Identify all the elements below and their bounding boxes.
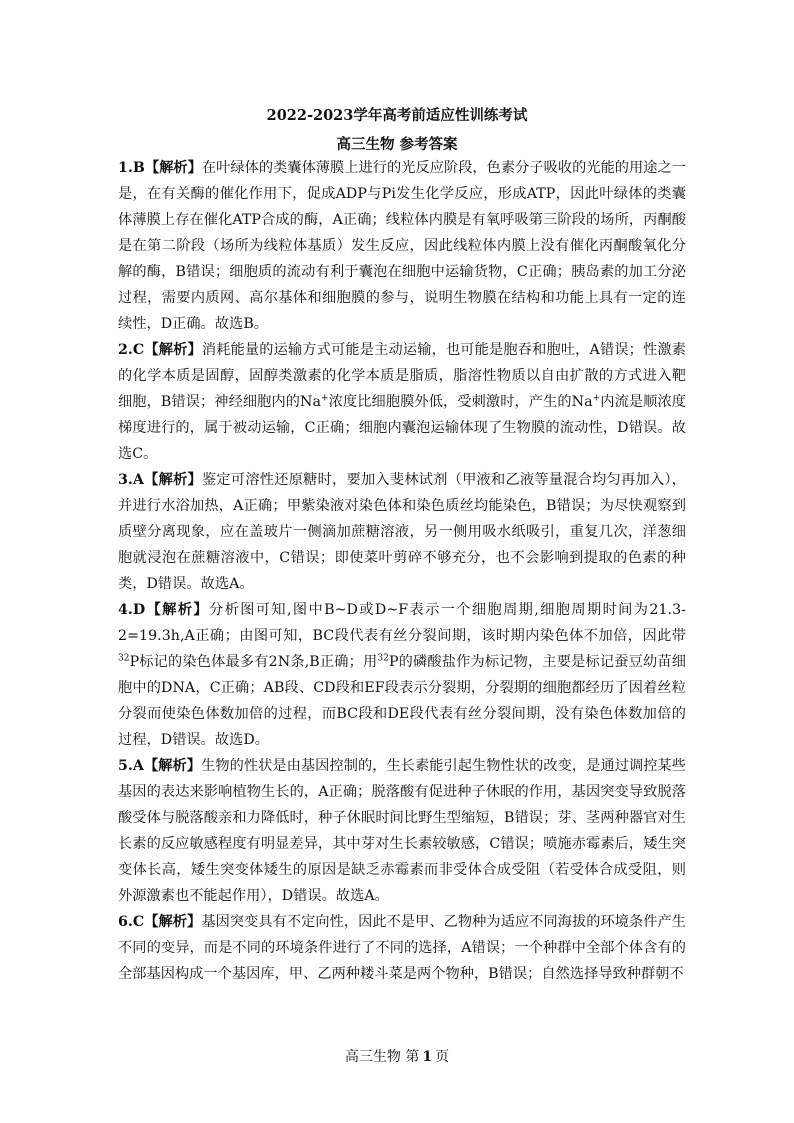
analysis-label: 【解析】 — [143, 758, 202, 774]
answer-text: 在叶绿体的类囊体薄膜上进行的光反应阶段，色素分子吸收的光能的用途之一是，在有关酶的催化作用下，促成ADP与Pi发生化学反应，形成ATP，因此叶绿体的类囊体薄膜上存在催化ATP合成的酶，A正确；线粒体内膜是有氧呼吸第三阶段的场所，丙酮酸是在第二阶段（场所为线粒体基质）发生反应，因此线粒体内膜上没有催化丙酮酸氧化分解的酶，B错误；细胞质的流动有利于囊泡在细胞中运输货物，C正确；胰岛素的加工分泌过程，需要内质网、高尔基体和细胞膜的参与，说明生物膜在结构和功能上具有一定的连续性，D正确。故选B。 — [118, 160, 686, 332]
answer-item-2 — [118, 337, 686, 467]
analysis-label: 【解析】 — [144, 342, 202, 358]
answer-text: 分析图可知,图中B~D或D~F表示一个细胞周期,细胞周期时间为21.3-2=19.3h,A正确；由图可知，BC段代表有丝分裂间期，该时期内染色体不加倍，因此带 — [118, 602, 687, 644]
answer-text: 内流是顺浓度梯度进行的，属于被动运输，C正确；细胞内囊泡运输体现了生物膜的流动性，D错误。故选C。 — [118, 394, 686, 462]
answer-text: 浓度比细胞膜外低，受刺激时，产生的Na — [328, 394, 593, 410]
answer-text: 消耗能量的运输方式可能是主动运输，也可能是胞吞和胞吐，A错误；性激素的化学本质是固醇，固醇类激素的化学本质是脂质，脂溶性物质以自由扩散的方式进入靶细胞，B错误；神经细胞内的Na — [118, 342, 686, 410]
answer-number: 2.C — [118, 342, 145, 358]
answer-text: P标记的染色体最多有2N条,B正确；用 — [129, 654, 378, 670]
analysis-label: 【解析】 — [144, 914, 202, 930]
superscript: + — [321, 393, 329, 404]
superscript: 32 — [377, 653, 389, 664]
answer-number: 6.C — [118, 914, 145, 930]
analysis-label: 【解析】 — [144, 160, 202, 176]
footer-suffix: 页 — [435, 1049, 450, 1065]
superscript: 32 — [118, 653, 130, 664]
superscript: + — [592, 393, 601, 404]
answer-text: 基因突变具有不定向性，因此不是甲、乙物种为适应不同海拔的环境条件产生不同的变异，而是不同的环境条件进行了不同的选择，A错误；一个种群中全部个体含有的全部基因构成一个基因库，甲、乙两种耧斗菜是两个物种，B错误；自然选择导致种群朝不 — [118, 914, 687, 982]
answer-item-3 — [118, 467, 686, 597]
answer-number: 4.D — [118, 602, 146, 618]
analysis-label: 【解析】 — [145, 602, 210, 618]
answer-item-1 — [118, 155, 686, 337]
analysis-label: 【解析】 — [143, 472, 202, 488]
answer-text: 鉴定可溶性还原糖时，要加入斐林试剂（甲液和乙液等量混合均匀再加入），并进行水浴加热，A正确；甲紫染液对染色体和染色质丝均能染色，B错误；为尽快观察到质壁分离现象，应在盖玻片一侧滴加蔗糖溶液，另一侧用吸水纸吸引，重复几次，洋葱细胞就浸泡在蔗糖溶液中，C错误；即使菜叶剪碎不够充分，也不会影响到提取的色素的种类，D错误。故选A。 — [118, 472, 686, 592]
footer-subject: 高三生物 — [344, 1049, 401, 1065]
document-title: 2022-2023学年高考前适应性训练考试 — [266, 107, 528, 124]
page-footer — [0, 1046, 794, 1066]
answer-number: 3.A — [118, 472, 144, 488]
answer-number: 1.B — [118, 160, 145, 176]
answer-text: 生物的性状是由基因控制的，生长素能引起生物性状的改变，是通过调控某些基因的表达来影响植物生长的，A正确；脱落酸有促进种子休眠的作用，基因突变导致脱落酸受体与脱落酸亲和力降低时，种子休眠时间比野生型缩短，B错误；芽、茎两种器官对生长素的反应敏感程度有明显差异，其中芽对生长素较敏感，C错误；喷施赤霉素后，矮生突变体长高，矮生突变体矮生的原因是缺乏赤霉素而非受体合成受阻（若受体合成受阻，则外源激素也不能起作用），D错误。故选A。 — [118, 758, 687, 904]
footer-prefix: 第 — [405, 1049, 420, 1065]
document-subtitle: 高三生物 参考答案 — [336, 136, 458, 153]
answer-item-4 — [118, 597, 686, 753]
answer-item-5 — [118, 753, 686, 909]
answer-text: P的磷酸盐作为标记物，主要是标记蚕豆幼苗细胞中的DNA，C正确；AB段、CD段和EF段表示分裂期，分裂期的细胞都经历了因着丝粒分裂而使染色体数加倍的过程，而BC段和DE段代表有丝分裂间期，没有染色体数加倍的过程，D错误。故选D。 — [118, 654, 686, 748]
answer-body — [118, 155, 686, 987]
answer-item-6 — [118, 909, 686, 987]
answer-number: 5.A — [118, 758, 144, 774]
page-number: 1 — [422, 1049, 433, 1065]
